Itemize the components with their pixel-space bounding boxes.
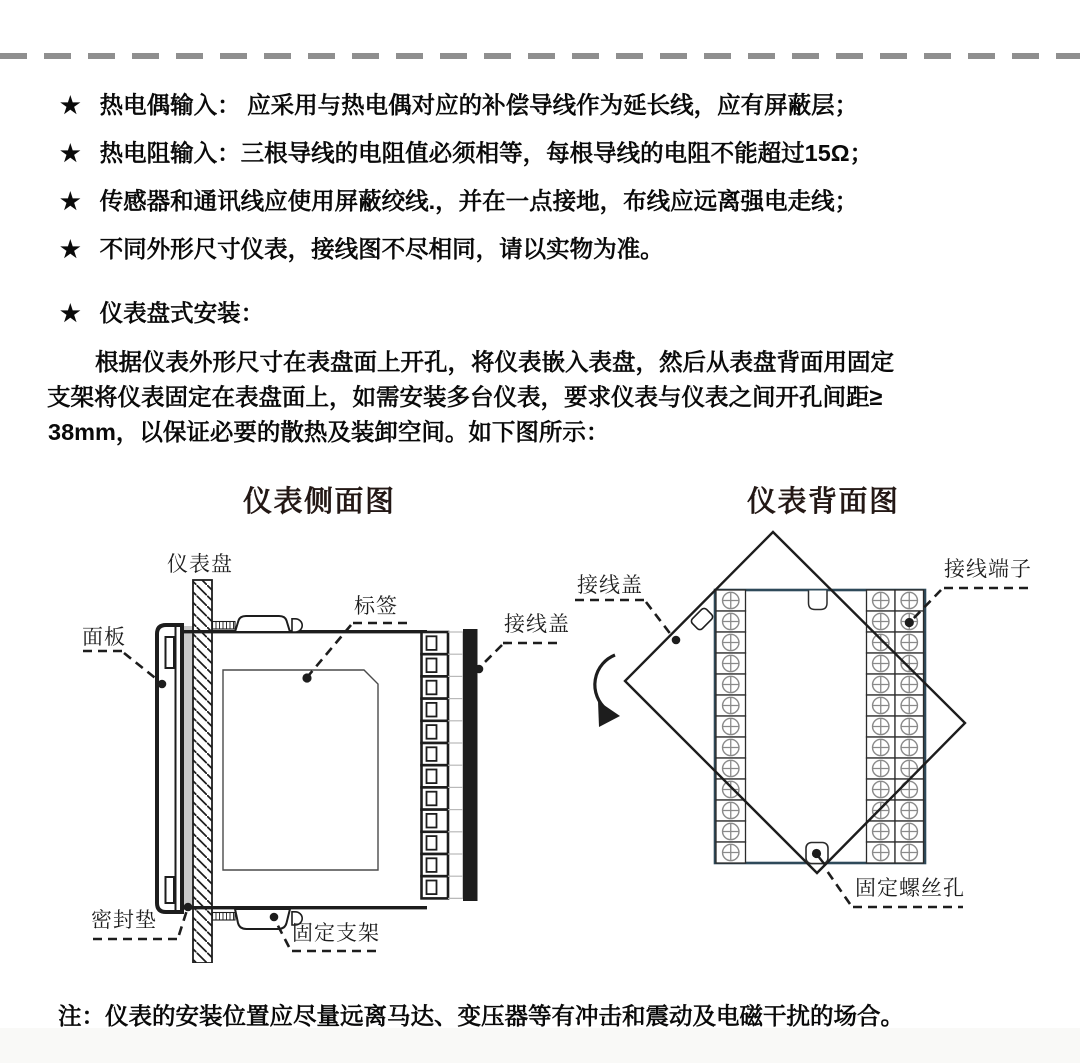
footer-note: 注：仪表的安装位置应尽量远离马达、变压器等有冲击和震动及电磁干扰的场合。 (58, 1003, 904, 1029)
label-wiring-cover-back: 接线盖 (577, 574, 643, 597)
sticker-rect (223, 670, 378, 870)
bullet-text: 热电阻输入：三根导线的电阻值必须相等，每根导线的电阻不能超过15Ω； (99, 140, 874, 166)
bottom-fixing-bracket (213, 909, 303, 929)
label-sticker: 标签 (354, 595, 398, 618)
side-view-diagram (60, 480, 560, 963)
star-bullet-icon: ★ (60, 188, 81, 214)
dashed-divider (0, 53, 1080, 59)
label-wiring-cover-side: 接线盖 (504, 613, 570, 636)
leader-dot (672, 636, 681, 645)
section-title: 仪表盘式安装： (99, 300, 265, 326)
rotate-arrow (595, 655, 615, 709)
star-bullet-icon: ★ (60, 300, 81, 326)
bullet-item (60, 92, 858, 119)
leader-dot (905, 618, 914, 627)
terminal-column-right-b (895, 590, 924, 863)
rotate-arrowhead (598, 701, 620, 727)
case-top-edge (182, 630, 427, 633)
back-view-title: 仪表背面图 (747, 484, 900, 518)
bullet-item (60, 236, 664, 263)
section-header (60, 300, 264, 327)
star-bullet-icon: ★ (60, 92, 81, 118)
side-view-title: 仪表侧面图 (243, 484, 396, 518)
bezel-clip (166, 877, 175, 903)
label-panel-board: 仪表盘 (167, 553, 233, 576)
star-bullet-icon: ★ (60, 140, 81, 166)
star-bullet-icon: ★ (60, 236, 81, 262)
label-front-panel: 面板 (82, 626, 126, 649)
top-fixing-bracket (213, 616, 303, 632)
label-gasket: 密封垫 (91, 909, 157, 932)
paragraph-line: 38mm，以保证必要的散热及装卸空间。如下图所示： (48, 419, 610, 445)
panel-board-hatch (193, 580, 212, 963)
label-screw-hole: 固定螺丝孔 (855, 877, 965, 900)
bottom-strip (0, 1028, 1080, 1063)
terminal-column-left (716, 590, 746, 863)
top-notch (809, 591, 828, 610)
bullet-text: 传感器和通讯线应使用屏蔽绞线.，并在一点接地，布线应远离强电走线； (99, 188, 859, 214)
label-bracket: 固定支架 (292, 922, 380, 945)
bullet-text: 不同外形尺寸仪表，接线图不尽相同，请以实物为准。 (99, 236, 664, 262)
label-terminal-block: 接线端子 (944, 558, 1032, 581)
bullet-item (60, 140, 873, 167)
bullet-item (60, 188, 858, 215)
bezel-clip (166, 637, 175, 668)
case-bottom-edge (182, 906, 427, 909)
back-view-diagram (560, 480, 1080, 963)
paragraph-line: 支架将仪表固定在表盘面上，如需安装多台仪表，要求仪表与仪表之间开孔间距≥ (47, 384, 883, 410)
paragraph-line: 根据仪表外形尺寸在表盘面上开孔，将仪表嵌入表盘，然后从表盘背面用固定 (95, 349, 894, 375)
bullet-text: 热电偶输入： 应采用与热电偶对应的补偿导线作为延长线，应有屏蔽层； (99, 92, 859, 118)
